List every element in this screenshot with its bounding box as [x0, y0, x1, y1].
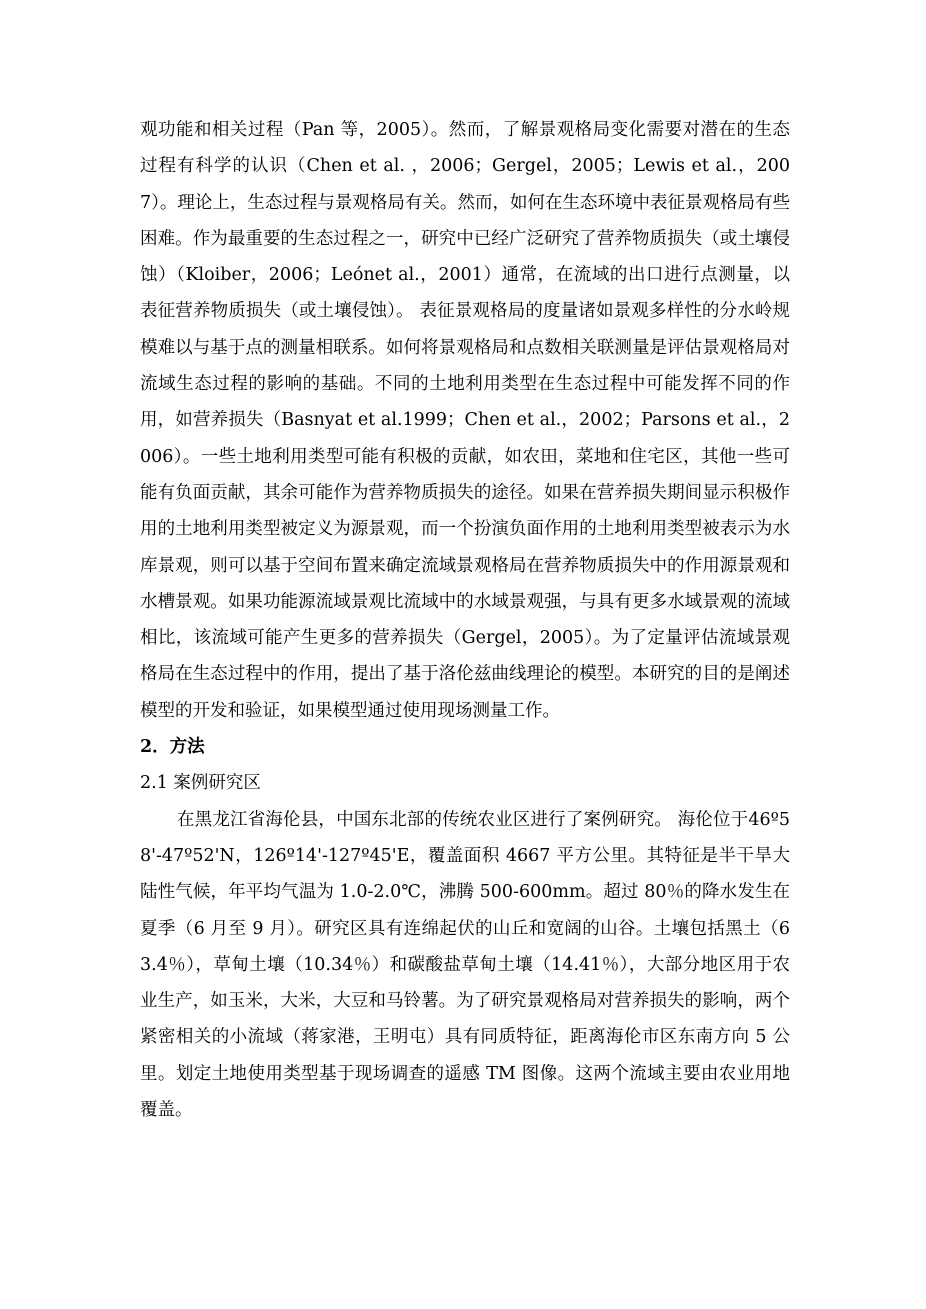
paragraph-intro-continued: 观功能和相关过程（Pan 等，2005）。然而，了解景观格局变化需要对潜在的生态过程有科学的认识（Chen et al. ，2006；Gergel，2005；Lewis et al.，2007）。理论上，生态过程与景观格局有关。然而，如何在生态环境中表征景观格局有些困难。作为最重要的生态过程之一，研究中已经广泛研究了营养物质损失（或土壤侵蚀）（Kloiber，2006；Leónet al.，2001）通常，在流域的出口进行点测量，以表征营养物质损失（或土壤侵蚀）。 表征景观格局的度量诸如景观多样性的分水岭规模难以与基于点的测量相联系。如何将景观格局和点数相关联测量是评估景观格局对流域生态过程的影响的基础。不同的土地利用类型在生态过程中可能发挥不同的作用，如营养损失（Basnyat et al.1999；Chen et al.，2002；Parsons et al.，2006）。一些土地利用类型可能有积极的贡献，如农田，菜地和住宅区，其他一些可能有负面贡献，其余可能作为营养物质损失的途径。如果在营养损失期间显示积极作用的土地利用类型被定义为源景观，而一个扮演负面作用的土地利用类型被表示为水库景观，则可以基于空间布置来确定流域景观格局在营养物质损失中的作用源景观和水槽景观。如果功能源流域景观比流域中的水域景观强，与具有更多水域景观的流域相比，该流域可能产生更多的营养损失（Gergel，2005）。为了定量评估流域景观格局在生态过程中的作用，提出了基于洛伦兹曲线理论的模型。本研究的目的是阐述模型的开发和验证，如果模型通过使用现场测量工作。 [140, 120, 790, 721]
paragraph-study-area: 在黑龙江省海伦县，中国东北部的传统农业区进行了案例研究。 海伦位于46º58'-47º52'N，126º14'-127º45'E，覆盖面积 4667 平方公里。其特征是半干旱大陆性气候，年平均气温为 1.0-2.0℃，沸腾 500-600mm。超过 80％的降水发生在夏季（6 月至 9 月）。研究区具有连绵起伏的山丘和宽阔的山谷。土壤包括黑土（63.4％），草甸土壤（10.34％）和碳酸盐草甸土壤（14.41％），大部分地区用于农业生产，如玉米，大米，大豆和马铃薯。为了研究景观格局对营养损失的影响，两个紧密相关的小流域（蒋家港，王明屯）具有同质特征，距离海伦市区东南方向 5 公里。划定土地使用类型基于现场调查的遥感 TM 图像。这两个流域主要由农业用地覆盖。 [140, 809, 790, 1121]
subsection-heading-study-area: 2.1 案例研究区 [140, 773, 261, 794]
section-heading-methods: 2．方法 [140, 737, 205, 758]
document-page [140, 112, 790, 1128]
